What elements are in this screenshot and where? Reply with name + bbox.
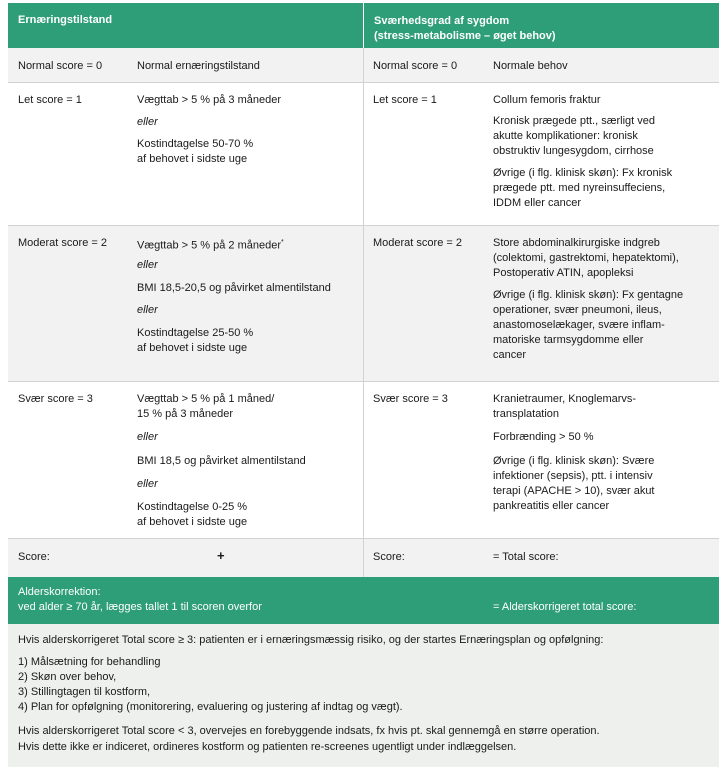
header-divider (363, 3, 364, 48)
svaer-or: eller (137, 431, 158, 443)
moderat-right-line: anastomoselækager, svære inflam- (493, 319, 665, 331)
score-right-label: Score: (373, 551, 405, 563)
normal-right-label: Normal score = 0 (373, 60, 458, 72)
svaer-left-intake-2: af behovet i sidste uge (137, 516, 248, 528)
total-score-label: = Total score: (493, 551, 559, 563)
age-correction-text: ved alder ≥ 70 år, lægges tallet 1 til scoren overfor (18, 601, 262, 613)
header-left-title: Ernæringstilstand (18, 14, 113, 26)
age-correction-band (8, 577, 719, 624)
moderat-right-label: Moderat score = 2 (373, 237, 462, 249)
let-right-line: Collum femoris fraktur (493, 94, 601, 106)
footer-list-item: 1) Målsætning for behandling (18, 656, 161, 668)
let-or: eller (137, 116, 158, 128)
footer-list-item: 3) Stillingtagen til kostform, (18, 686, 151, 698)
let-right-line: Øvrige (i flg. klinisk skøn): Fx kronisk (493, 167, 673, 179)
svaer-left-bmi: BMI 18,5 og påvirket almentilstand (137, 455, 306, 467)
let-right-line: Kronisk prægede ptt., særligt ved (493, 115, 656, 127)
svaer-right-line: Øvrige (i flg. klinisk skøn): Svære (493, 455, 655, 467)
svaer-left-criterion: Vægttab > 5 % på 1 måned/ (137, 393, 275, 405)
footer-outro-1: Hvis alderskorrigeret Total score < 3, overvejes en forebyggende indsats, fx hvis pt. skal gennemgå en større operation. (18, 725, 600, 737)
svaer-right-line: terapi (APACHE > 10), svær akut (493, 485, 655, 497)
svaer-left-intake: Kostindtagelse 0-25 % (137, 501, 248, 513)
let-left-intake: Kostindtagelse 50-70 % (137, 138, 254, 150)
column-divider (363, 48, 364, 577)
let-right-label: Let score = 1 (373, 94, 437, 106)
moderat-right-line: matoriske tarmsygdomme eller (493, 334, 644, 346)
age-correction-title: Alderskorrektion: (18, 586, 101, 598)
svaer-left-label: Svær score = 3 (18, 393, 93, 405)
moderat-right-line: cancer (493, 349, 527, 361)
moderat-left-label: Moderat score = 2 (18, 237, 107, 249)
moderat-left-intake-2: af behovet i sidste uge (137, 342, 248, 354)
svaer-right-label: Svær score = 3 (373, 393, 448, 405)
footer-list-item: 2) Skøn over behov, (18, 671, 117, 683)
let-left-intake-2: af behovet i sidste uge (137, 153, 248, 165)
footer-intro: Hvis alderskorrigeret Total score ≥ 3: patienten er i ernæringsmæssig risiko, og der startes Ernæringsplan og opfølgning: (18, 634, 604, 646)
let-right-line: IDDM eller cancer (493, 197, 582, 209)
footnote-star: * (281, 239, 284, 246)
let-right-line: akutte komplikationer: kronisk (493, 130, 638, 142)
let-left-criterion: Vægttab > 5 % på 3 måneder (137, 94, 282, 106)
footer-list-item: 4) Plan for opfølgning (monitorering, evaluering og justering af indtag og vægt). (18, 701, 403, 713)
let-right-line: obstruktiv lungesygdom, cirrhose (493, 145, 654, 157)
moderat-left-bmi: BMI 18,5-20,5 og påvirket almentilstand (137, 282, 331, 294)
normal-left-label: Normal score = 0 (18, 60, 103, 72)
footer-outro-2: Hvis dette ikke er indiceret, ordineres kostform og patienten re-screenes ugentligt under indlæggelsen. (18, 741, 517, 753)
let-right-line: prægede ptt. med nyreinsuffeciens, (493, 182, 666, 194)
moderat-or: eller (137, 304, 158, 316)
normal-right-text: Normale behov (493, 60, 568, 72)
moderat-right-line: Øvrige (i flg. klinisk skøn): Fx gentagne (493, 289, 684, 301)
plus-sign: + (217, 548, 225, 563)
svaer-right-line: pankreatitis eller cancer (493, 500, 610, 512)
footer-notes (8, 624, 719, 767)
moderat-left-criterion (137, 236, 284, 253)
moderat-right-line: Postoperativ ATIN, apopleksi (493, 267, 634, 279)
svaer-right-line: transplatation (493, 408, 560, 420)
age-corrected-total-label: = Alderskorrigeret total score: (493, 601, 637, 613)
svaer-left-criterion-2: 15 % på 3 måneder (137, 408, 234, 420)
moderat-right-line: operationer, svær pneumoni, ileus, (493, 304, 662, 316)
let-left-label: Let score = 1 (18, 94, 82, 106)
header-right-title-line2: (stress-metabolisme – øget behov) (374, 30, 556, 42)
header-right-title (374, 14, 556, 44)
moderat-right-line: Store abdominalkirurgiske indgreb (493, 237, 660, 249)
score-left-label: Score: (18, 551, 50, 563)
moderat-right-line: (colektomi, gastrektomi, hepatektomi), (493, 252, 679, 264)
table-header (8, 3, 719, 48)
moderat-or: eller (137, 259, 158, 271)
moderat-left-intake: Kostindtagelse 25-50 % (137, 327, 254, 339)
header-right-title-line1: Sværhedsgrad af sygdom (374, 15, 510, 27)
normal-left-text: Normal ernæringstilstand (137, 60, 260, 72)
svaer-right-line: Kranietraumer, Knoglemarvs- (493, 393, 637, 405)
svaer-right-line: infektioner (sepsis), ptt. i intensiv (493, 470, 653, 482)
svaer-or: eller (137, 478, 158, 490)
svaer-right-line: Forbrænding > 50 % (493, 431, 594, 443)
moderat-weightloss-text: Vægttab > 5 % på 2 måneder (137, 239, 282, 252)
